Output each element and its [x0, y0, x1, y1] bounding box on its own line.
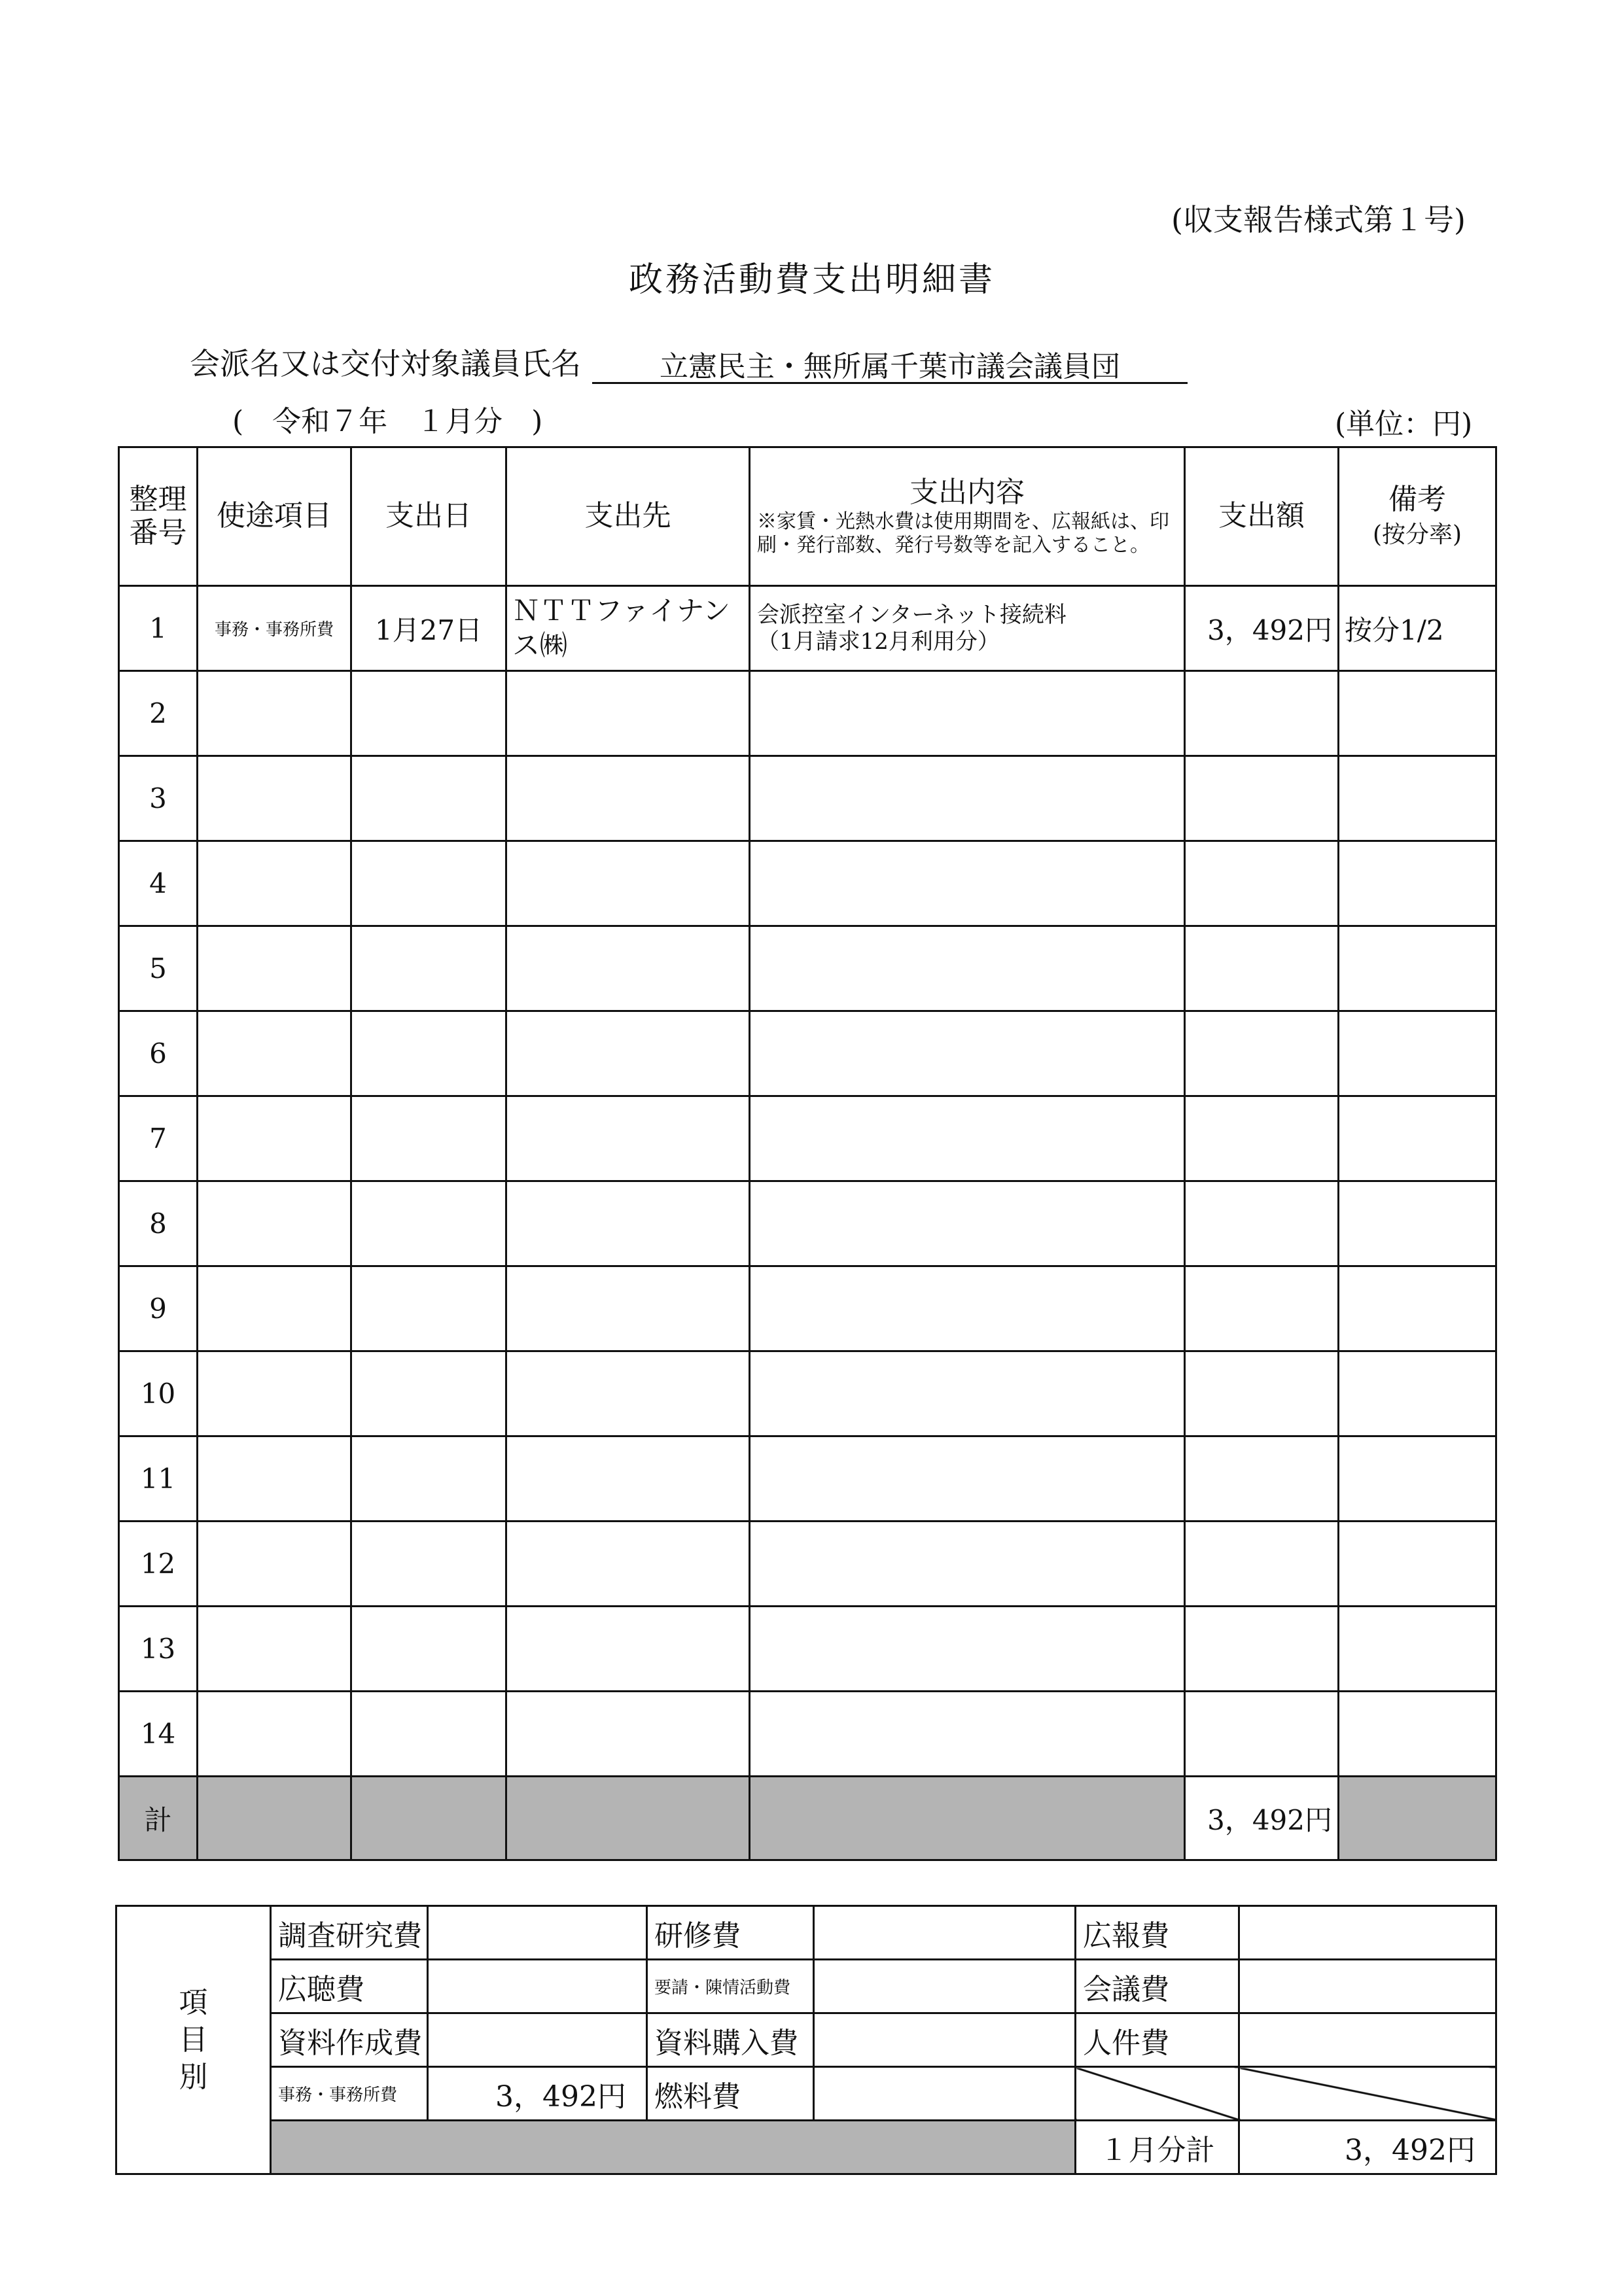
row-purpose [198, 926, 351, 1011]
header-remarks: 備考 (按分率) [1339, 447, 1496, 586]
row-number: 6 [119, 1011, 198, 1096]
row-payee [506, 1266, 750, 1351]
table-row [119, 926, 1496, 1011]
row-date [351, 926, 506, 1011]
row-amount: 3，492円 [1185, 586, 1339, 671]
row-date [351, 1522, 506, 1607]
row-number: 7 [119, 1096, 198, 1181]
gray-blank-area [271, 2121, 1076, 2174]
row-number: 10 [119, 1351, 198, 1436]
row-remarks [1339, 1351, 1496, 1436]
value-publicity [1239, 1906, 1496, 1960]
table-header-row [119, 447, 1496, 586]
row-content [750, 1436, 1185, 1522]
row-remarks: 按分1/2 [1339, 586, 1496, 671]
value-fuel [814, 2067, 1076, 2121]
table-row [119, 1351, 1496, 1436]
row-content [750, 1351, 1185, 1436]
form-number: (収支報告様式第１号) [1171, 202, 1466, 237]
row-remarks [1339, 1096, 1496, 1181]
row-purpose [198, 1181, 351, 1266]
header-number: 整理 番号 [119, 447, 198, 586]
header-amount: 支出額 [1185, 447, 1339, 586]
row-content [750, 1522, 1185, 1607]
row-payee [506, 1692, 750, 1777]
table-row [119, 1522, 1496, 1607]
row-amount [1185, 1351, 1339, 1436]
row-payee [506, 1011, 750, 1096]
label-meeting: 会議費 [1076, 1960, 1239, 2013]
total-amount: 3，492円 [1185, 1777, 1339, 1860]
header-content-note: ※家賃・光熱水費は使用期間を、広報紙は、印刷・発行部数、発行号数等を記入すること。 [757, 510, 1169, 557]
row-content [750, 1096, 1185, 1181]
row-amount [1185, 1607, 1339, 1692]
total-blank [750, 1777, 1185, 1860]
row-content [750, 1181, 1185, 1266]
row-date [351, 1351, 506, 1436]
row-payee [506, 926, 750, 1011]
row-remarks [1339, 1607, 1496, 1692]
row-purpose [198, 1436, 351, 1522]
value-materials-creation [428, 2013, 647, 2067]
row-content-line2: （1月請求12月利用分） [757, 628, 1000, 655]
row-purpose [198, 1351, 351, 1436]
label-research: 調査研究費 [271, 1906, 428, 1960]
row-content [750, 671, 1185, 756]
row-number: 5 [119, 926, 198, 1011]
row-purpose: 事務・事務所費 [198, 586, 351, 671]
total-blank [1339, 1777, 1496, 1860]
row-number: 12 [119, 1522, 198, 1607]
value-personnel [1239, 2013, 1496, 2067]
row-amount [1185, 1011, 1339, 1096]
label-materials-creation: 資料作成費 [271, 2013, 428, 2067]
row-content-line1: 会派控室インターネット接続料 [757, 601, 1067, 628]
row-content [750, 586, 1185, 671]
row-date [351, 841, 506, 926]
expense-detail-table [118, 446, 1497, 1861]
diagonal-blank-cell [1239, 2067, 1496, 2121]
label-publicity: 広報費 [1076, 1906, 1239, 1960]
value-office: 3，492円 [428, 2067, 647, 2121]
row-purpose [198, 1266, 351, 1351]
total-label: 計 [119, 1777, 198, 1860]
header-date: 支出日 [351, 447, 506, 586]
monthly-total-value: 3，492円 [1239, 2121, 1496, 2174]
row-payee [506, 841, 750, 926]
table-row [119, 1181, 1496, 1266]
monthly-total-label: １月分計 [1076, 2121, 1239, 2174]
table-row [119, 1266, 1496, 1351]
value-petition [814, 1960, 1076, 2013]
row-remarks [1339, 1522, 1496, 1607]
row-amount [1185, 1692, 1339, 1777]
row-amount [1185, 1181, 1339, 1266]
row-remarks [1339, 671, 1496, 756]
row-payee [506, 1096, 750, 1181]
label-office: 事務・事務所費 [271, 2067, 428, 2121]
row-date [351, 1181, 506, 1266]
value-meeting [1239, 1960, 1496, 2013]
row-number: 3 [119, 756, 198, 841]
row-date [351, 756, 506, 841]
row-payee [506, 671, 750, 756]
row-purpose [198, 756, 351, 841]
total-blank [351, 1777, 506, 1860]
row-payee [506, 1436, 750, 1522]
row-date [351, 1011, 506, 1096]
row-content [750, 841, 1185, 926]
value-research [428, 1906, 647, 1960]
total-blank [198, 1777, 351, 1860]
table-row [119, 1607, 1496, 1692]
row-amount [1185, 1096, 1339, 1181]
header-content [750, 447, 1185, 586]
header-content-title: 支出内容 [909, 476, 1025, 510]
table-row [119, 671, 1496, 756]
row-purpose [198, 1607, 351, 1692]
row-purpose [198, 671, 351, 756]
row-remarks [1339, 1266, 1496, 1351]
row-date [351, 1436, 506, 1522]
row-number: 14 [119, 1692, 198, 1777]
row-content [750, 1266, 1185, 1351]
row-payee [506, 1607, 750, 1692]
total-blank [506, 1777, 750, 1860]
row-payee [506, 1181, 750, 1266]
row-remarks [1339, 756, 1496, 841]
row-date [351, 1096, 506, 1181]
unit-label: (単位：円) [1335, 408, 1473, 441]
row-number: 11 [119, 1436, 198, 1522]
row-amount [1185, 1522, 1339, 1607]
row-remarks [1339, 841, 1496, 926]
row-purpose [198, 841, 351, 926]
table-row [119, 1436, 1496, 1522]
row-content [750, 1011, 1185, 1096]
row-number: 2 [119, 671, 198, 756]
label-materials-purchase: 資料購入費 [647, 2013, 814, 2067]
row-amount [1185, 671, 1339, 756]
label-petition: 要請・陳情活動費 [647, 1960, 814, 2013]
row-purpose [198, 1011, 351, 1096]
table-row [119, 586, 1496, 671]
header-purpose: 使途項目 [198, 447, 351, 586]
label-training: 研修費 [647, 1906, 814, 1960]
table-row [119, 1692, 1496, 1777]
row-number: 4 [119, 841, 198, 926]
label-hearing: 広聴費 [271, 1960, 428, 2013]
row-remarks [1339, 1692, 1496, 1777]
row-remarks [1339, 926, 1496, 1011]
party-name-label: 会派名又は交付対象議員氏名 [190, 346, 581, 381]
row-content [750, 1692, 1185, 1777]
row-date [351, 1266, 506, 1351]
row-remarks [1339, 1436, 1496, 1522]
table-row [119, 1011, 1496, 1096]
row-number: 13 [119, 1607, 198, 1692]
value-hearing [428, 1960, 647, 2013]
label-personnel: 人件費 [1076, 2013, 1239, 2067]
value-training [814, 1906, 1076, 1960]
row-content [750, 756, 1185, 841]
row-amount [1185, 1266, 1339, 1351]
category-label [116, 1906, 271, 2174]
row-remarks [1339, 1011, 1496, 1096]
category-label-text: 項 目 別 [179, 1985, 208, 2095]
row-remarks [1339, 1181, 1496, 1266]
row-payee [506, 756, 750, 841]
row-content [750, 1607, 1185, 1692]
label-fuel: 燃料費 [647, 2067, 814, 2121]
row-amount [1185, 1436, 1339, 1522]
party-name-value: 立憲民主・無所属千葉市議会議員団 [660, 350, 1120, 383]
row-content [750, 926, 1185, 1011]
value-materials-purchase [814, 2013, 1076, 2067]
row-number: 9 [119, 1266, 198, 1351]
row-purpose [198, 1096, 351, 1181]
total-row [119, 1777, 1496, 1860]
category-summary-table [115, 1905, 1497, 2175]
row-purpose [198, 1692, 351, 1777]
table-row [119, 756, 1496, 841]
header-payee: 支出先 [506, 447, 750, 586]
document-title: 政務活動費支出明細書 [628, 260, 995, 300]
row-number: 8 [119, 1181, 198, 1266]
row-payee: ＮＴＴファイナンス㈱ [506, 586, 750, 671]
row-date [351, 1607, 506, 1692]
party-name-underline [592, 382, 1188, 384]
diagonal-blank-cell [1076, 2067, 1239, 2121]
table-row [119, 1096, 1496, 1181]
row-payee [506, 1351, 750, 1436]
row-date [351, 1692, 506, 1777]
row-number: 1 [119, 586, 198, 671]
report-period: ( 令和７年 １月分 ) [232, 405, 543, 438]
row-date: 1月27日 [351, 586, 506, 671]
table-row [119, 841, 1496, 926]
row-amount [1185, 756, 1339, 841]
row-purpose [198, 1522, 351, 1607]
row-date [351, 671, 506, 756]
row-payee [506, 1522, 750, 1607]
row-amount [1185, 841, 1339, 926]
row-amount [1185, 926, 1339, 1011]
